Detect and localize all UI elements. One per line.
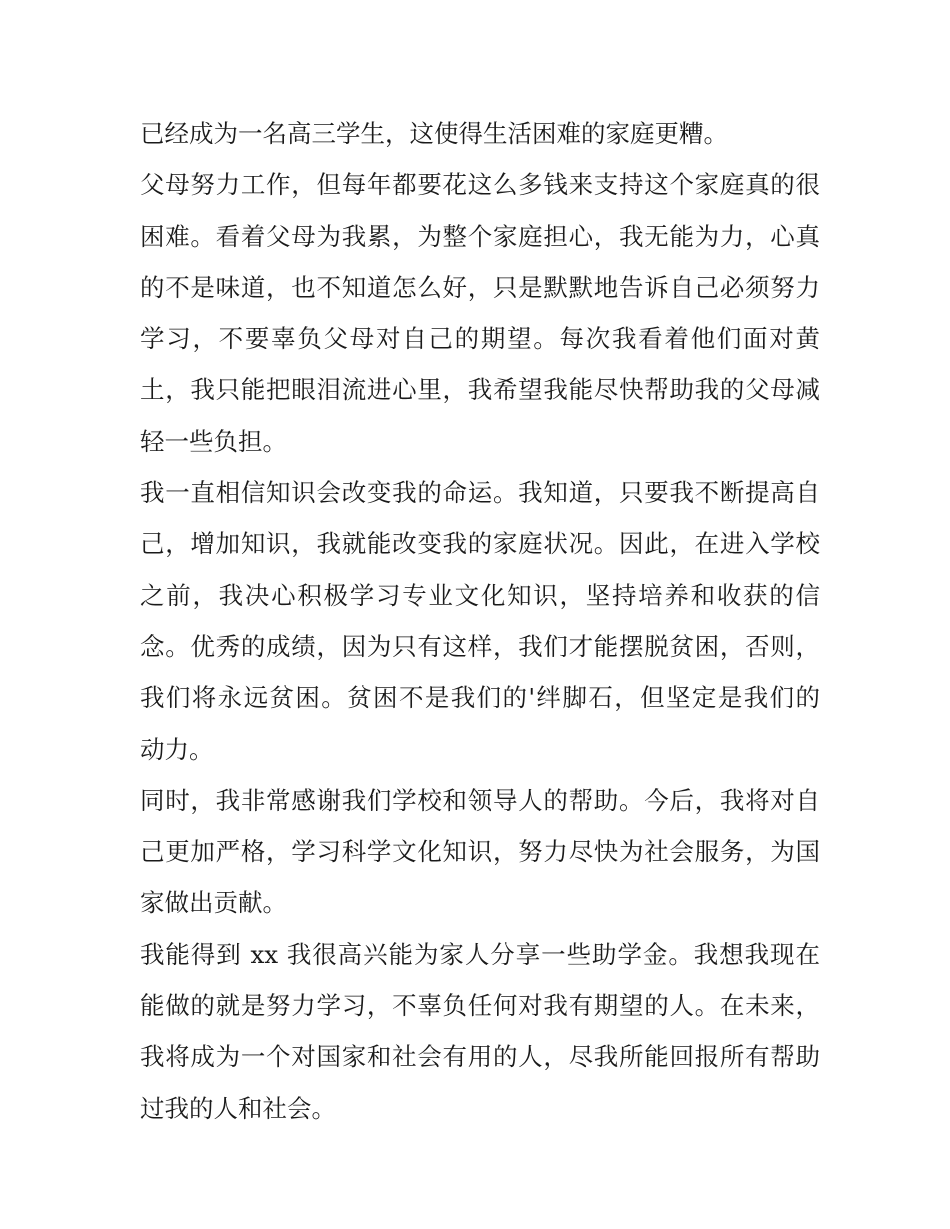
text-line: 我一直相信知识会改变我的命运。我知道，只要我不断提高自 — [140, 478, 820, 508]
text-line: 过我的人和社会。 — [140, 1093, 336, 1123]
paragraph-2 — [140, 159, 820, 467]
text-line: 困难。看着父母为我累，为整个家庭担心，我无能为力，心真 — [140, 221, 820, 251]
paragraph-1 — [140, 108, 820, 159]
text-line: 土，我只能把眼泪流进心里，我希望我能尽快帮助我的父母减 — [140, 375, 820, 405]
text-line: 轻一些负担。 — [140, 426, 287, 456]
text-line: 之前，我决心积极学习专业文化知识，坚持培养和收获的信 — [140, 580, 820, 610]
text-line: 我能得到 xx 我很高兴能为家人分享一些助学金。我想我现在 — [140, 939, 820, 969]
paragraph-3 — [140, 467, 820, 775]
text-line: 学习，不要辜负父母对自己的期望。每次我看着他们面对黄 — [140, 324, 820, 354]
text-line: 父母努力工作，但每年都要花这么多钱来支持这个家庭真的很 — [140, 170, 820, 200]
paragraph-4 — [140, 775, 820, 929]
text-line: 动力。 — [140, 734, 214, 764]
text-line: 的不是味道，也不知道怎么好，只是默默地告诉自己必须努力 — [140, 272, 820, 302]
text-line: 家做出贡献。 — [140, 888, 287, 918]
text-line: 能做的就是努力学习，不辜负任何对我有期望的人。在未来， — [140, 991, 820, 1021]
text-line: 我们将永远贫困。贫困不是我们的'绊脚石，但坚定是我们的 — [140, 683, 820, 713]
text-line: 己，增加知识，我就能改变我的家庭状况。因此，在进入学校 — [140, 529, 820, 559]
text-line: 己更加严格，学习科学文化知识，努力尽快为社会服务，为国 — [140, 837, 820, 867]
text-line: 我将成为一个对国家和社会有用的人，尽我所能回报所有帮助 — [140, 1042, 820, 1072]
document-body — [140, 108, 820, 1134]
text-line: 同时，我非常感谢我们学校和领导人的帮助。今后，我将对自 — [140, 785, 820, 815]
text-line: 已经成为一名高三学生，这使得生活困难的家庭更糟。 — [140, 119, 728, 148]
text-line: 念。优秀的成绩，因为只有这样，我们才能摆脱贫困，否则， — [140, 631, 820, 661]
paragraph-5 — [140, 929, 820, 1134]
